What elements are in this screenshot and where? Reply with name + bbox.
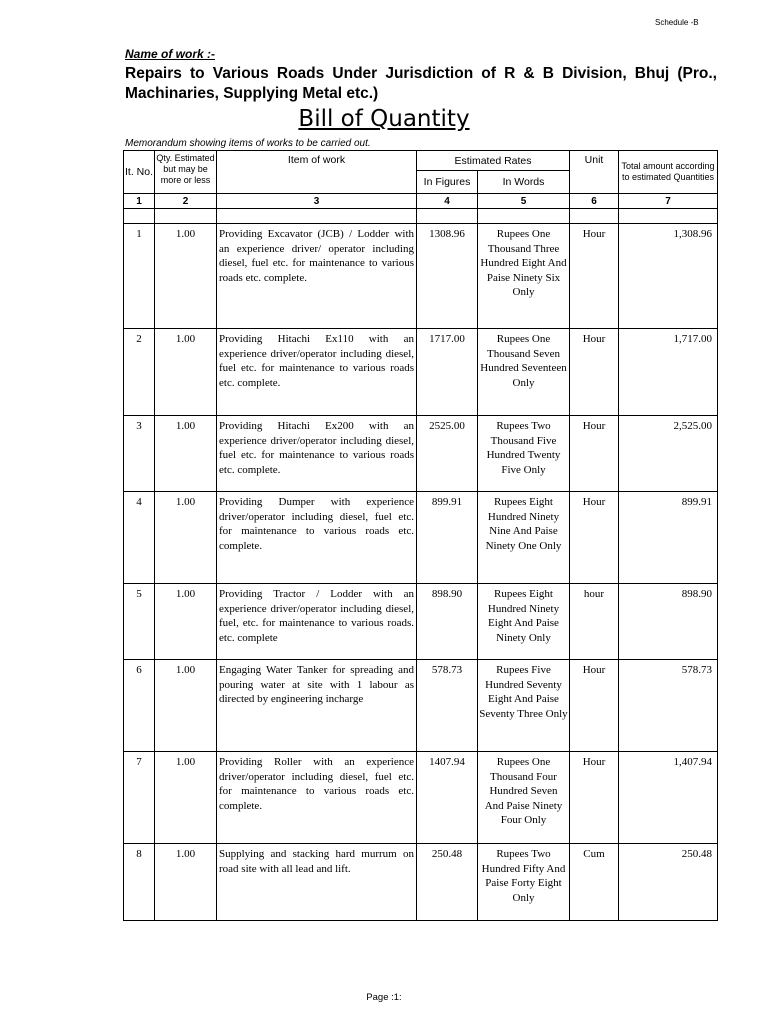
rate-in-figures: 898.90 [417,584,478,660]
item-total-amount: 250.48 [619,844,718,921]
item-unit: Hour [570,224,619,329]
rate-in-figures: 1717.00 [417,329,478,416]
rate-in-words: Rupees Two Thousand Five Hundred Twenty Five Only [478,416,570,492]
header-qty [155,151,217,194]
header-in-figures: In Figures [417,171,478,194]
item-description: Engaging Water Tanker for spreading and pouring water at site with 1 labour as directed by engineering incharge [217,660,417,752]
item-total-amount: 1,407.94 [619,752,718,844]
item-number: 8 [124,844,155,921]
table-row [124,660,718,752]
item-unit: Hour [570,492,619,584]
item-quantity: 1.00 [155,584,217,660]
header-in-words: In Words [478,171,570,194]
spacer-row [124,209,718,224]
item-unit: hour [570,584,619,660]
spacer-cell [217,209,417,224]
item-description: Providing Hitachi Ex200 with an experience driver/operator including diesel, fuel etc. for maintenance to various roads etc. complete. [217,416,417,492]
header-item-of-work: Item of work [217,151,417,194]
item-quantity: 1.00 [155,660,217,752]
item-number: 6 [124,660,155,752]
column-number: 6 [570,194,619,209]
work-title: Repairs to Various Roads Under Jurisdiction of R & B Division, Bhuj (Pro., Machinaries, Supplying Metal etc.) [125,65,717,102]
spacer-cell [417,209,478,224]
rate-in-figures: 899.91 [417,492,478,584]
item-total-amount: 578.73 [619,660,718,752]
column-number: 4 [417,194,478,209]
rate-in-words: Rupees Five Hundred Seventy Eight And Paise Seventy Three Only [478,660,570,752]
item-description: Providing Dumper with experience driver/operator including diesel, fuel etc. for maintenance to various roads etc. complete. [217,492,417,584]
table-row [124,224,718,329]
column-number: 5 [478,194,570,209]
item-description: Providing Roller with an experience driver/operator including diesel, fuel etc. for maintenance to various roads etc. complete. [217,752,417,844]
item-unit: Hour [570,329,619,416]
rate-in-figures: 1407.94 [417,752,478,844]
rate-in-figures: 250.48 [417,844,478,921]
spacer-cell [570,209,619,224]
item-number: 1 [124,224,155,329]
item-number: 2 [124,329,155,416]
item-total-amount: 898.90 [619,584,718,660]
header-item-no: It. No. [124,151,155,194]
item-quantity: 1.00 [155,224,217,329]
spacer-cell [619,209,718,224]
table-row [124,752,718,844]
spacer-cell [124,209,155,224]
page-number: Page :1: [366,992,402,1003]
item-number: 4 [124,492,155,584]
table-row [124,492,718,584]
table-row [124,329,718,416]
item-number: 7 [124,752,155,844]
header-qty-text: Qty. Estimated but may be more or less [156,153,215,185]
name-of-work-label: Name of work :- [125,47,216,61]
header-total-amount: Total amount according to estimated Quantities [619,151,718,194]
rate-in-figures: 1308.96 [417,224,478,329]
rate-in-words: Rupees One Thousand Seven Hundred Seventeen Only [478,329,570,416]
item-unit: Hour [570,660,619,752]
column-number: 7 [619,194,718,209]
item-total-amount: 1,308.96 [619,224,718,329]
table-row [124,844,718,921]
column-number-row [124,194,718,209]
document-title: Bill of Quantity [298,106,470,132]
item-unit: Hour [570,752,619,844]
item-description: Providing Tractor / Lodder with an experience driver/operator including diesel, fuel, etc. for maintenance to various roads. etc. complete [217,584,417,660]
item-number: 3 [124,416,155,492]
item-total-amount: 899.91 [619,492,718,584]
rate-in-words: Rupees One Thousand Three Hundred Eight And Paise Ninety Six Only [478,224,570,329]
bill-of-quantity-table [123,150,718,921]
item-total-amount: 2,525.00 [619,416,718,492]
column-number: 2 [155,194,217,209]
item-quantity: 1.00 [155,492,217,584]
header-unit: Unit [570,151,619,194]
item-number: 5 [124,584,155,660]
table-row [124,584,718,660]
item-description: Supplying and stacking hard murrum on road site with all lead and lift. [217,844,417,921]
item-total-amount: 1,717.00 [619,329,718,416]
header-estimated-rates: Estimated Rates [417,151,570,171]
column-number: 3 [217,194,417,209]
schedule-label: Schedule -B [655,18,699,27]
item-quantity: 1.00 [155,416,217,492]
item-quantity: 1.00 [155,752,217,844]
rate-in-figures: 578.73 [417,660,478,752]
column-number: 1 [124,194,155,209]
item-unit: Cum [570,844,619,921]
item-quantity: 1.00 [155,844,217,921]
rate-in-figures: 2525.00 [417,416,478,492]
rate-in-words: Rupees Two Hundred Fifty And Paise Forty Eight Only [478,844,570,921]
item-description: Providing Excavator (JCB) / Lodder with an experience driver/ operator including diesel, fuel etc. for maintenance to various roads etc. complete. [217,224,417,329]
item-unit: Hour [570,416,619,492]
spacer-cell [478,209,570,224]
item-description: Providing Hitachi Ex110 with an experience driver/operator including diesel, fuel etc. for maintenance to various roads etc. complete. [217,329,417,416]
rate-in-words: Rupees Eight Hundred Ninety Nine And Paise Ninety One Only [478,492,570,584]
memorandum-note: Memorandum showing items of works to be carried out. [125,138,371,149]
spacer-cell [155,209,217,224]
rate-in-words: Rupees One Thousand Four Hundred Seven And Paise Ninety Four Only [478,752,570,844]
table-row [124,416,718,492]
rate-in-words: Rupees Eight Hundred Ninety Eight And Paise Ninety Only [478,584,570,660]
item-quantity: 1.00 [155,329,217,416]
